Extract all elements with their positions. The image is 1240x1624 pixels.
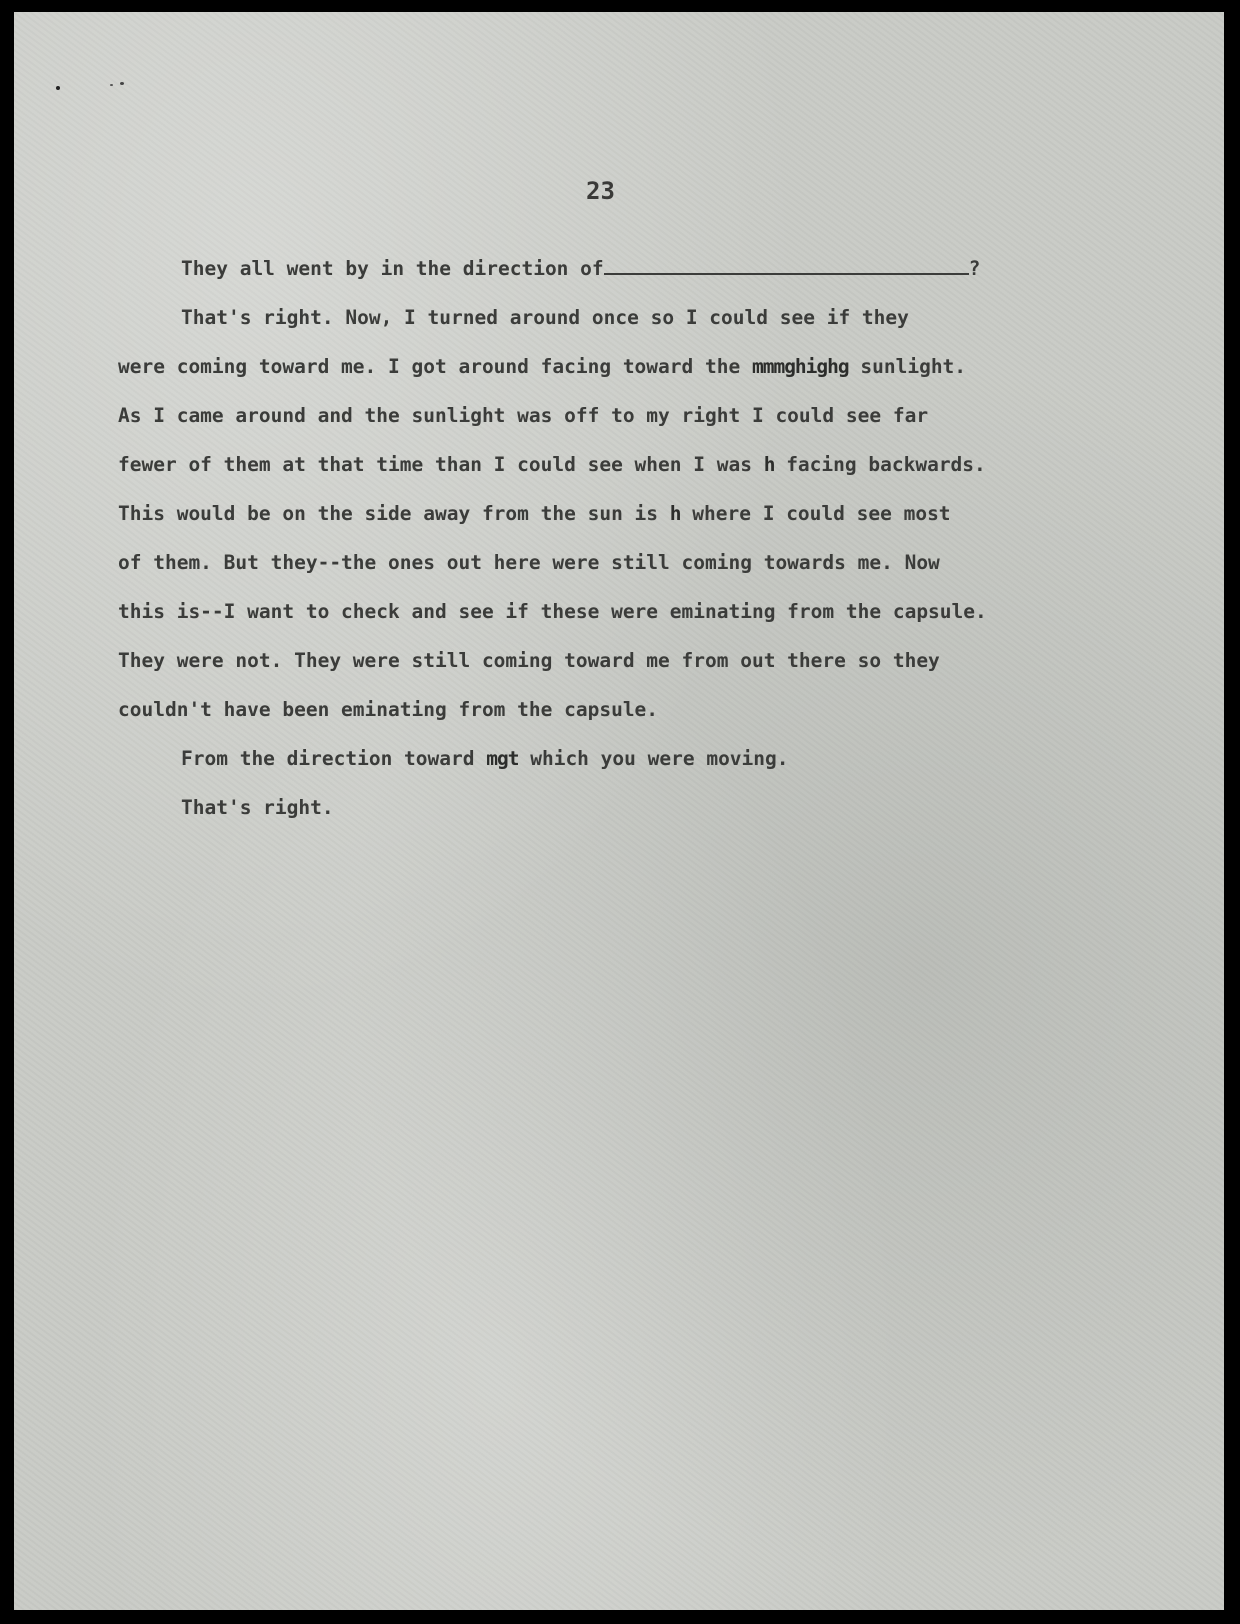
line-text: facing backwards. [774,453,986,476]
transcript-line: this is--I want to check and see if these were eminating from the capsule. [118,600,987,623]
transcript-line: As I came around and the sunlight was off to my right I could see far [118,404,929,427]
line-text: This would be on the side away from the sun is [118,502,670,525]
line-text: From the direction toward [181,747,487,770]
struck-out-text: h [763,453,775,476]
fill-in-blank [604,257,969,275]
transcript-line [118,734,1038,783]
transcript-line: of them. But they--the ones out here were still coming towards me. Now [118,551,940,574]
specks-mark [110,84,113,86]
line-text: fewer of them at that time than I could see when I was [118,453,764,476]
struck-out-text: h [669,502,681,525]
struck-out-text: mgt [486,747,519,770]
transcript-body [118,244,1038,832]
transcript-line: That's right. Now, I turned around once so I could see if they [181,306,909,329]
transcript-line [118,342,1038,391]
line-text: sunlight. [848,355,967,378]
transcript-line [118,440,1038,489]
struck-out-text: mmmghighg [751,355,849,378]
transcript-line [118,489,1038,538]
transcript-line [118,244,1038,293]
question-mark: ? [968,257,981,280]
specks-mark [120,82,124,85]
page-number: 23 [586,177,615,205]
transcript-line: couldn't have been eminating from the capsule. [118,698,659,721]
transcript-line: That's right. [181,796,334,819]
transcript-line: They were not. They were still coming toward me from out there so they [118,649,940,672]
question-text: They all went by in the direction of [181,257,604,280]
specks-mark [56,86,60,90]
line-text: were coming toward me. I got around facing toward the [118,355,752,378]
line-text: where I could see most [680,502,951,525]
line-text: which you were moving. [518,747,789,770]
